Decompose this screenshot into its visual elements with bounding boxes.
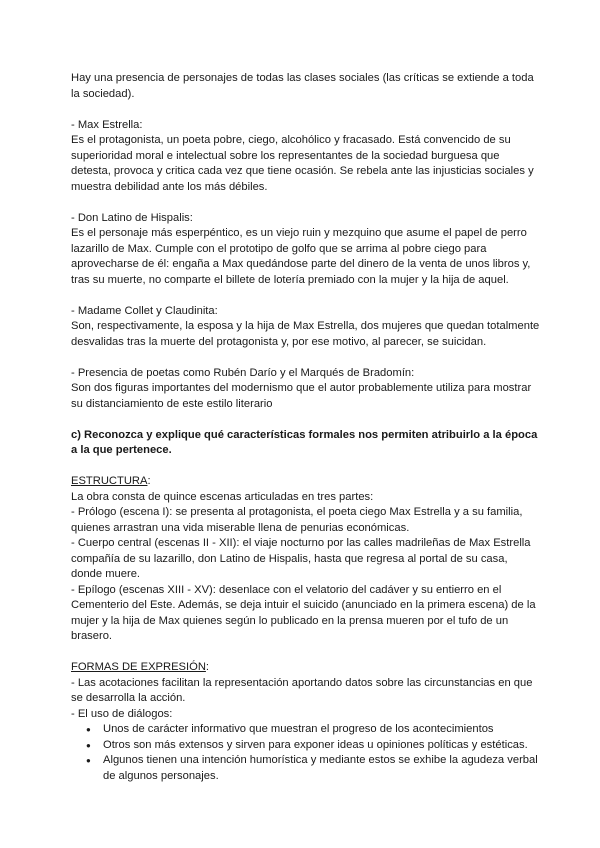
character-name-poetas: - Presencia de poetas como Rubén Darío y el Marqués de Bradomín: xyxy=(71,366,415,379)
character-name-collet: - Madame Collet y Claudinita: xyxy=(71,304,218,317)
intro-paragraph: Hay una presencia de personajes de todas las clases sociales (las críticas se extiende a toda la sociedad). xyxy=(71,72,534,100)
estructura-colon: : xyxy=(147,475,151,487)
formas-colon: : xyxy=(205,661,210,673)
formas-heading xyxy=(71,660,540,676)
question-c-heading: c) Reconozca y explique qué características formales nos permiten atribuirlo a la época a la que pertenece. xyxy=(71,428,538,456)
estructura-title: ESTRUCTURA xyxy=(71,475,148,487)
character-name-latino: - Don Latino de Hispalis: xyxy=(71,211,193,224)
list-item: ● Unos de carácter informativo que muestran el progreso de los acontecimientos xyxy=(103,722,540,738)
list-item: ● Algunos tienen una intención humorística y mediante estos se exhibe la agudeza verbal de algunos personajes. xyxy=(103,753,540,784)
list-item: ● Otros son más extensos y sirven para exponer ideas u opiniones políticas y estéticas. xyxy=(103,738,540,754)
estructura-line: - Prólogo (escena I): se presenta al protagonista, el poeta ciego Max Estrella y a su familia, quienes arrastran una vida miserable llena de penurias económicas. xyxy=(71,506,523,534)
character-desc-max: Es el protagonista, un poeta pobre, ciego, alcohólico y fracasado. Está convencido de su superioridad moral e intelectual sobre los representantes de la sociedad burguesa que detesta, provoca y critica cada vez que tiene ocasión. Se rebela ante las injusticias sociales y muestra debilidad ante los más débiles. xyxy=(71,134,534,193)
estructura-line: - Cuerpo central (escenas II - XII): el viaje nocturno por las calles madrileñas de Max Estrella compañía de su lazarillo, don Latino de Hispalis, hasta que regresa al portal de su casa, donde muere. xyxy=(71,537,531,580)
character-desc-collet: Son, respectivamente, la esposa y la hija de Max Estrella, dos mujeres que quedan totalmente desvalidas tras la muerte del protagonista y, por ese motivo, al parecer, se suicidan. xyxy=(71,320,540,348)
formas-line: - El uso de diálogos: xyxy=(71,707,173,720)
character-name-max: - Max Estrella: xyxy=(71,118,143,131)
formas-title: FORMAS DE EXPRESIÓN xyxy=(71,661,206,673)
estructura-line: La obra consta de quince escenas articuladas en tres partes: xyxy=(71,490,374,503)
estructura-heading xyxy=(71,474,540,490)
dialog-bullet-list xyxy=(71,722,540,784)
character-desc-latino: Es el personaje más esperpéntico, es un viejo ruin y mezquino que asume el papel de perro lazarillo de Max. Cumple con el prototipo de golfo que se arrima al pobre ciego para aprovecharse de él: engaña a Max quedándose parte del dinero de la venta de unos libros y, tras su muerte, no comparte el billete de lotería premiado con la mujer y la hija de aquel. xyxy=(71,227,531,286)
estructura-line: - Epílogo (escenas XIII - XV): desenlace con el velatorio del cadáver y su entierro en el Cementerio del Este. Además, se deja intuir el suicido (anunciado en la primera escena) de la mujer y la hija de Max quienes según lo publicado en la prensa mueren por el tufo de un brasero. xyxy=(71,583,536,642)
character-desc-poetas: Son dos figuras importantes del modernismo que el autor probablemente utiliza para mostrar su distanciamiento de este estilo literario xyxy=(71,382,532,410)
formas-line: - Las acotaciones facilitan la representación aportando datos sobre las circunstancias en que se desarrolla la acción. xyxy=(71,676,533,704)
